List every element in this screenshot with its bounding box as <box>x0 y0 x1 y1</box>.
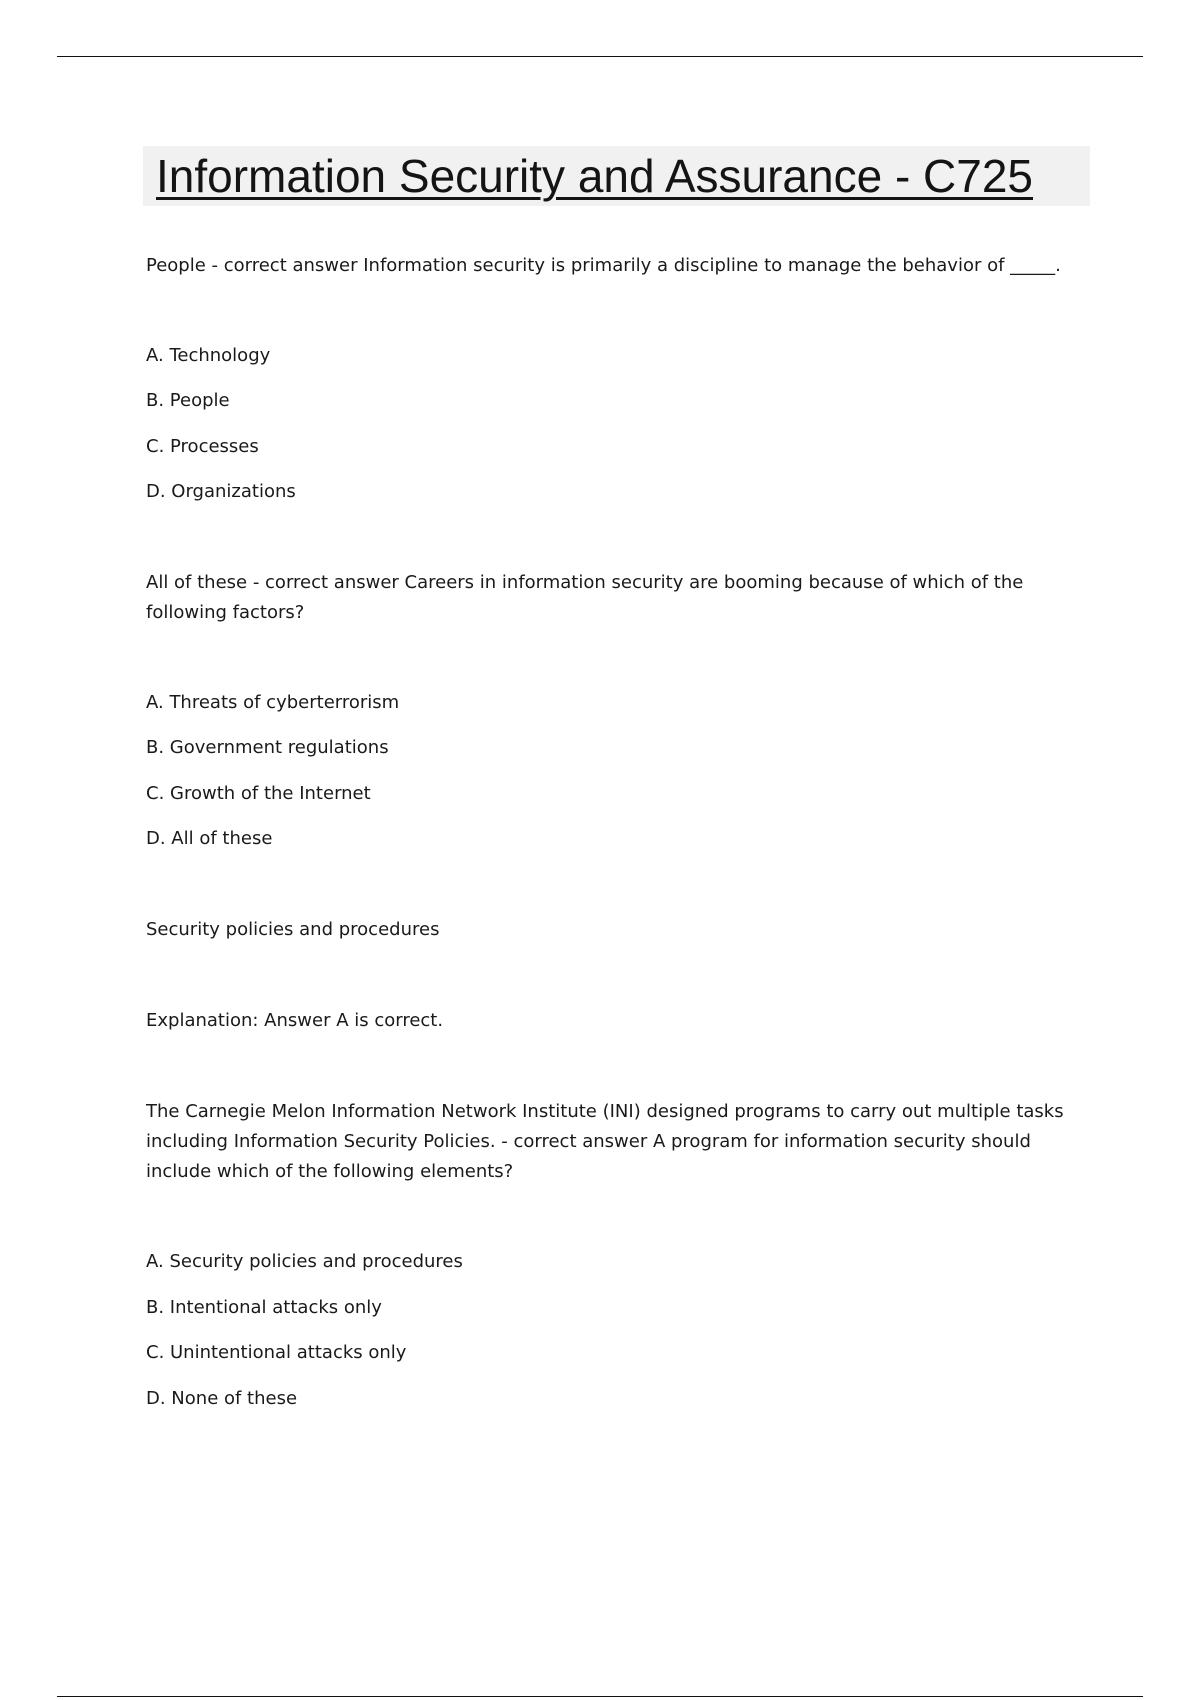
question-2-option-c: C. Growth of the Internet <box>146 783 371 804</box>
question-2-option-b: B. Government regulations <box>146 737 389 758</box>
question-3-answer: Security policies and procedures <box>146 919 440 940</box>
question-1-option-d: D. Organizations <box>146 481 296 502</box>
question-1-prompt: People - correct answer Information security is primarily a discipline to manage the behavior of _____. <box>146 255 1061 276</box>
question-1-option-a: A. Technology <box>146 345 271 366</box>
question-3-option-d: D. None of these <box>146 1388 298 1409</box>
question-1-option-b: B. People <box>146 390 230 411</box>
question-3-prompt: The Carnegie Melon Information Network Institute (INI) designed programs to carry out multiple tasks including Information Security Policies. - correct answer A program for information security should include which of the following elements? <box>146 1101 1064 1182</box>
question-1-option-c: C. Processes <box>146 436 259 457</box>
top-rule <box>57 56 1143 57</box>
question-3-option-b: B. Intentional attacks only <box>146 1297 382 1318</box>
question-2-option-a: A. Threats of cyberterrorism <box>146 692 400 713</box>
question-3-option-a: A. Security policies and procedures <box>146 1251 463 1272</box>
question-3-option-c: C. Unintentional attacks only <box>146 1342 407 1363</box>
document-title: Information Security and Assurance - C725 <box>156 150 1034 202</box>
question-2-option-d: D. All of these <box>146 828 273 849</box>
question-2-prompt: All of these - correct answer Careers in information security are booming because of which of the following factors? <box>146 572 1024 623</box>
bottom-rule <box>57 1696 1143 1697</box>
question-3-explanation: Explanation: Answer A is correct. <box>146 1010 444 1031</box>
